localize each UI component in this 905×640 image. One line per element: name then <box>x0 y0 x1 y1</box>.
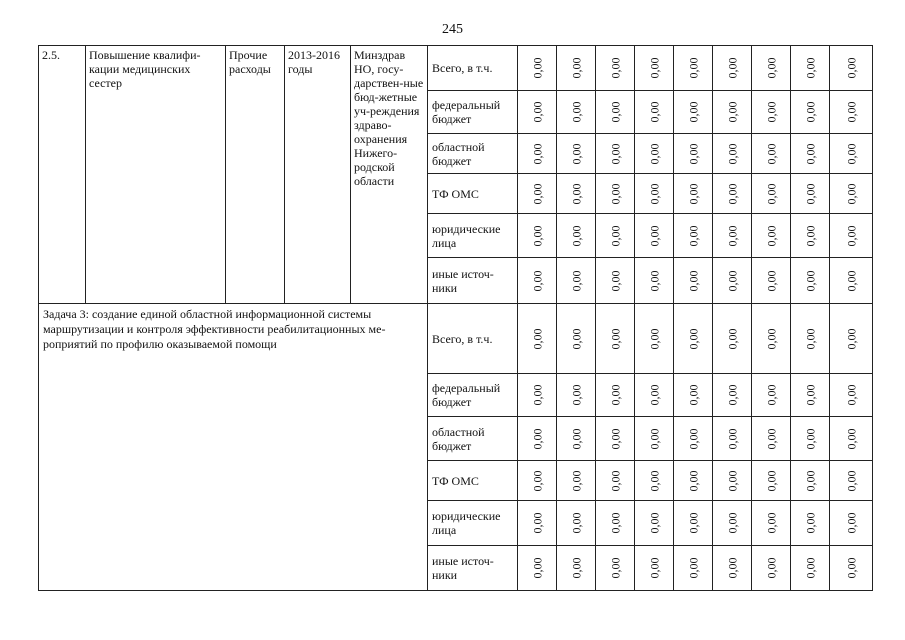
value-cell: 0,00 <box>674 501 713 546</box>
value-cell: 0,00 <box>557 46 596 91</box>
value-cell: 0,00 <box>518 214 557 258</box>
activity-name-cell: Повышение квалифи-кации медицинских сестер <box>86 46 226 304</box>
value-cell: 0,00 <box>635 461 674 501</box>
value-cell: 0,00 <box>674 174 713 214</box>
value-cell: 0,00 <box>713 374 752 417</box>
task-3-description: Задача 3: создание единой областной информационной системы маршрутизации и контроля эффективности реабилитационных ме-роприятий по профилю оказываемой помощи <box>39 304 428 591</box>
budget-table <box>38 45 873 591</box>
value-cell: 0,00 <box>791 417 830 461</box>
value-cell: 0,00 <box>791 91 830 134</box>
value-cell: 0,00 <box>752 304 791 374</box>
funding-source-cell: областной бюджет <box>428 134 518 174</box>
value-cell: 0,00 <box>791 258 830 304</box>
value-cell: 0,00 <box>830 417 873 461</box>
value-cell: 0,00 <box>596 46 635 91</box>
table-row <box>39 46 873 91</box>
value-cell: 0,00 <box>830 374 873 417</box>
value-cell: 0,00 <box>635 417 674 461</box>
value-cell: 0,00 <box>674 134 713 174</box>
value-cell: 0,00 <box>596 304 635 374</box>
value-cell: 0,00 <box>674 374 713 417</box>
value-cell: 0,00 <box>752 174 791 214</box>
value-cell: 0,00 <box>518 501 557 546</box>
value-cell: 0,00 <box>557 258 596 304</box>
value-cell: 0,00 <box>791 546 830 591</box>
value-cell: 0,00 <box>752 546 791 591</box>
value-cell: 0,00 <box>791 374 830 417</box>
funding-source-cell: юридические лица <box>428 214 518 258</box>
executor-cell: Минздрав НО, госу-дарствен-ные бюд-жетные уч-реждения здраво-охранения Нижего-родской области <box>351 46 428 304</box>
value-cell: 0,00 <box>518 461 557 501</box>
value-cell: 0,00 <box>557 91 596 134</box>
value-cell: 0,00 <box>830 174 873 214</box>
value-cell: 0,00 <box>635 91 674 134</box>
funding-source-cell: федеральный бюджет <box>428 91 518 134</box>
value-cell: 0,00 <box>713 304 752 374</box>
value-cell: 0,00 <box>596 174 635 214</box>
value-cell: 0,00 <box>635 134 674 174</box>
value-cell: 0,00 <box>713 258 752 304</box>
value-cell: 0,00 <box>791 174 830 214</box>
value-cell: 0,00 <box>713 91 752 134</box>
value-cell: 0,00 <box>557 304 596 374</box>
value-cell: 0,00 <box>635 174 674 214</box>
value-cell: 0,00 <box>557 134 596 174</box>
value-cell: 0,00 <box>596 501 635 546</box>
value-cell: 0,00 <box>674 91 713 134</box>
value-cell: 0,00 <box>713 214 752 258</box>
value-cell: 0,00 <box>557 546 596 591</box>
value-cell: 0,00 <box>830 546 873 591</box>
value-cell: 0,00 <box>674 461 713 501</box>
value-cell: 0,00 <box>830 91 873 134</box>
funding-source-cell: Всего, в т.ч. <box>428 46 518 91</box>
value-cell: 0,00 <box>596 91 635 134</box>
value-cell: 0,00 <box>596 258 635 304</box>
value-cell: 0,00 <box>557 417 596 461</box>
value-cell: 0,00 <box>791 461 830 501</box>
value-cell: 0,00 <box>752 134 791 174</box>
funding-source-cell: Всего, в т.ч. <box>428 304 518 374</box>
value-cell: 0,00 <box>635 46 674 91</box>
value-cell: 0,00 <box>830 258 873 304</box>
value-cell: 0,00 <box>518 374 557 417</box>
funding-source-cell: федеральный бюджет <box>428 374 518 417</box>
value-cell: 0,00 <box>752 461 791 501</box>
value-cell: 0,00 <box>635 304 674 374</box>
value-cell: 0,00 <box>635 501 674 546</box>
value-cell: 0,00 <box>791 214 830 258</box>
value-cell: 0,00 <box>752 374 791 417</box>
funding-source-cell: иные источ-ники <box>428 258 518 304</box>
value-cell: 0,00 <box>713 501 752 546</box>
page-number: 245 <box>442 22 463 37</box>
value-cell: 0,00 <box>518 417 557 461</box>
value-cell: 0,00 <box>713 417 752 461</box>
value-cell: 0,00 <box>635 374 674 417</box>
value-cell: 0,00 <box>752 46 791 91</box>
value-cell: 0,00 <box>830 304 873 374</box>
value-cell: 0,00 <box>557 501 596 546</box>
value-cell: 0,00 <box>752 417 791 461</box>
value-cell: 0,00 <box>674 546 713 591</box>
row-number-cell: 2.5. <box>39 46 86 304</box>
value-cell: 0,00 <box>713 546 752 591</box>
period-cell: 2013-2016 годы <box>285 46 351 304</box>
value-cell: 0,00 <box>752 214 791 258</box>
value-cell: 0,00 <box>713 174 752 214</box>
value-cell: 0,00 <box>713 46 752 91</box>
value-cell: 0,00 <box>830 46 873 91</box>
value-cell: 0,00 <box>791 46 830 91</box>
value-cell: 0,00 <box>518 174 557 214</box>
value-cell: 0,00 <box>752 91 791 134</box>
value-cell: 0,00 <box>518 258 557 304</box>
value-cell: 0,00 <box>557 374 596 417</box>
value-cell: 0,00 <box>596 214 635 258</box>
value-cell: 0,00 <box>557 461 596 501</box>
funding-source-cell: юридические лица <box>428 501 518 546</box>
value-cell: 0,00 <box>635 258 674 304</box>
value-cell: 0,00 <box>791 134 830 174</box>
value-cell: 0,00 <box>830 214 873 258</box>
value-cell: 0,00 <box>635 214 674 258</box>
value-cell: 0,00 <box>596 134 635 174</box>
value-cell: 0,00 <box>518 304 557 374</box>
value-cell: 0,00 <box>674 214 713 258</box>
value-cell: 0,00 <box>752 501 791 546</box>
value-cell: 0,00 <box>713 461 752 501</box>
value-cell: 0,00 <box>830 461 873 501</box>
value-cell: 0,00 <box>674 417 713 461</box>
value-cell: 0,00 <box>596 417 635 461</box>
value-cell: 0,00 <box>752 258 791 304</box>
value-cell: 0,00 <box>713 134 752 174</box>
value-cell: 0,00 <box>557 174 596 214</box>
value-cell: 0,00 <box>830 134 873 174</box>
value-cell: 0,00 <box>674 46 713 91</box>
value-cell: 0,00 <box>518 91 557 134</box>
value-cell: 0,00 <box>596 461 635 501</box>
value-cell: 0,00 <box>518 134 557 174</box>
expense-type-cell: Прочие расходы <box>226 46 285 304</box>
value-cell: 0,00 <box>830 501 873 546</box>
funding-source-cell: ТФ ОМС <box>428 174 518 214</box>
value-cell: 0,00 <box>596 374 635 417</box>
value-cell: 0,00 <box>518 46 557 91</box>
value-cell: 0,00 <box>791 501 830 546</box>
value-cell: 0,00 <box>635 546 674 591</box>
table-row <box>39 304 873 374</box>
value-cell: 0,00 <box>674 258 713 304</box>
value-cell: 0,00 <box>596 546 635 591</box>
value-cell: 0,00 <box>518 546 557 591</box>
value-cell: 0,00 <box>557 214 596 258</box>
value-cell: 0,00 <box>791 304 830 374</box>
funding-source-cell: ТФ ОМС <box>428 461 518 501</box>
value-cell: 0,00 <box>674 304 713 374</box>
funding-source-cell: областной бюджет <box>428 417 518 461</box>
funding-source-cell: иные источ-ники <box>428 546 518 591</box>
